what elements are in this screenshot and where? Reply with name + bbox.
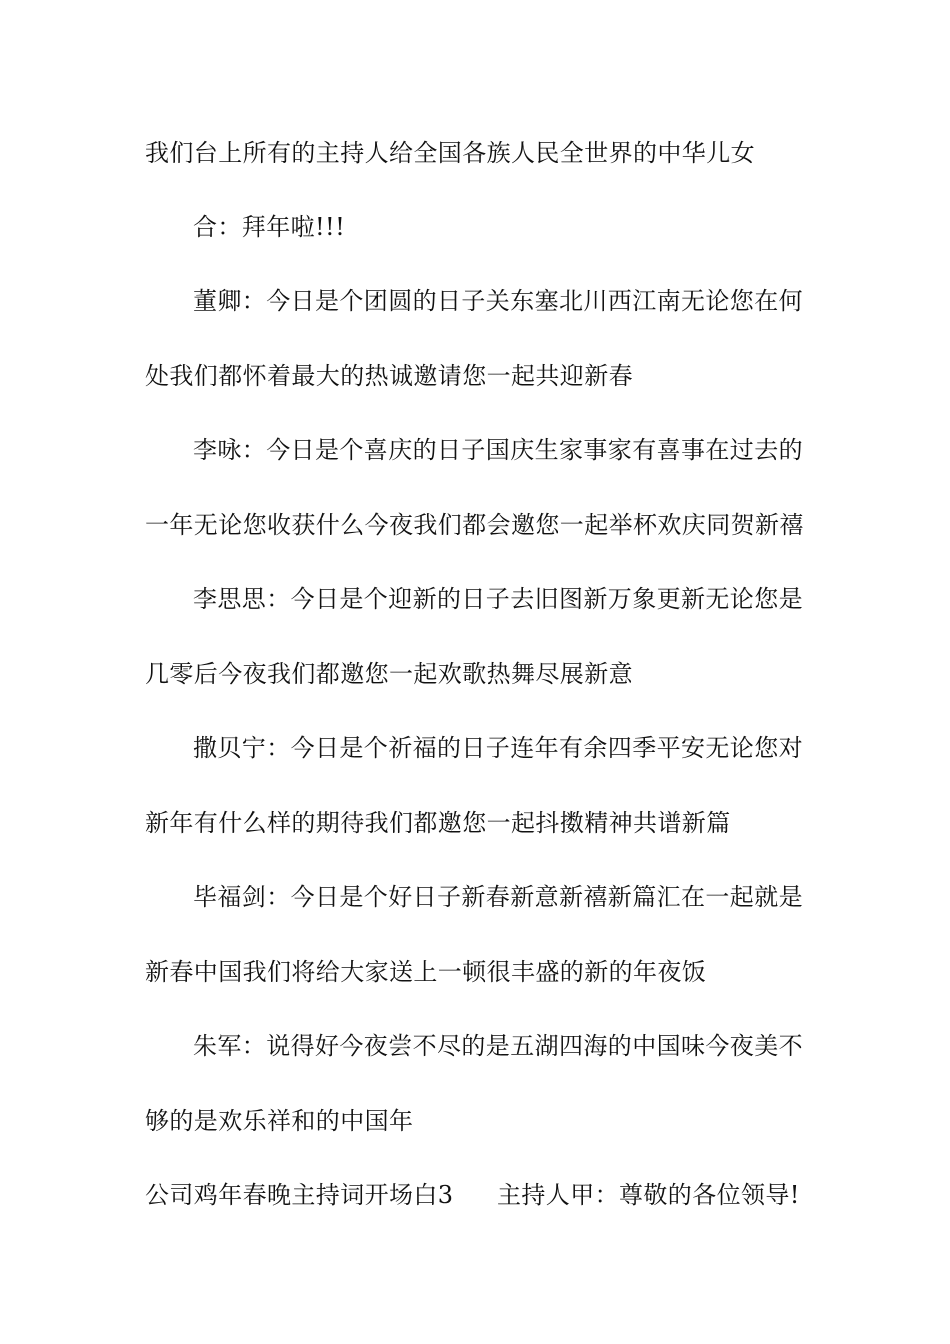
text-line: 新年有什么样的期待我们都邀您一起抖擞精神共谱新篇: [145, 809, 731, 837]
text-line: 处我们都怀着最大的热诚邀请您一起共迎新春: [145, 362, 633, 390]
section-title: 公司鸡年春晚主持词开场白3: [145, 1181, 454, 1209]
text-line: 新春中国我们将给大家送上一顿很丰盛的新的年夜饭: [145, 958, 707, 986]
text-line: 撒贝宁：今日是个祈福的日子连年有余四季平安无论您对: [193, 734, 803, 762]
text-line: 李思思：今日是个迎新的日子去旧图新万象更新无论您是: [193, 585, 803, 613]
text-line: 我们台上所有的主持人给全国各族人民全世界的中华儿女: [145, 139, 755, 167]
text-line: 一年无论您收获什么今夜我们都会邀您一起举杯欢庆同贺新禧: [145, 511, 804, 539]
text-line: 几零后今夜我们都邀您一起欢歌热舞尽展新意: [145, 660, 633, 688]
text-line: 够的是欢乐祥和的中国年: [145, 1107, 414, 1135]
text-line: 朱军：说得好今夜尝不尽的是五湖四海的中国味今夜美不: [193, 1032, 803, 1060]
section-text: 主持人甲：尊敬的各位领导!: [497, 1181, 800, 1209]
text-line: 李咏：今日是个喜庆的日子国庆生家事家有喜事在过去的: [193, 436, 803, 464]
text-line: 董卿：今日是个团圆的日子关东塞北川西江南无论您在何: [193, 287, 803, 315]
text-line: 合：拜年啦!!!: [193, 213, 346, 241]
text-line: 毕福剑：今日是个好日子新春新意新禧新篇汇在一起就是: [193, 883, 803, 911]
